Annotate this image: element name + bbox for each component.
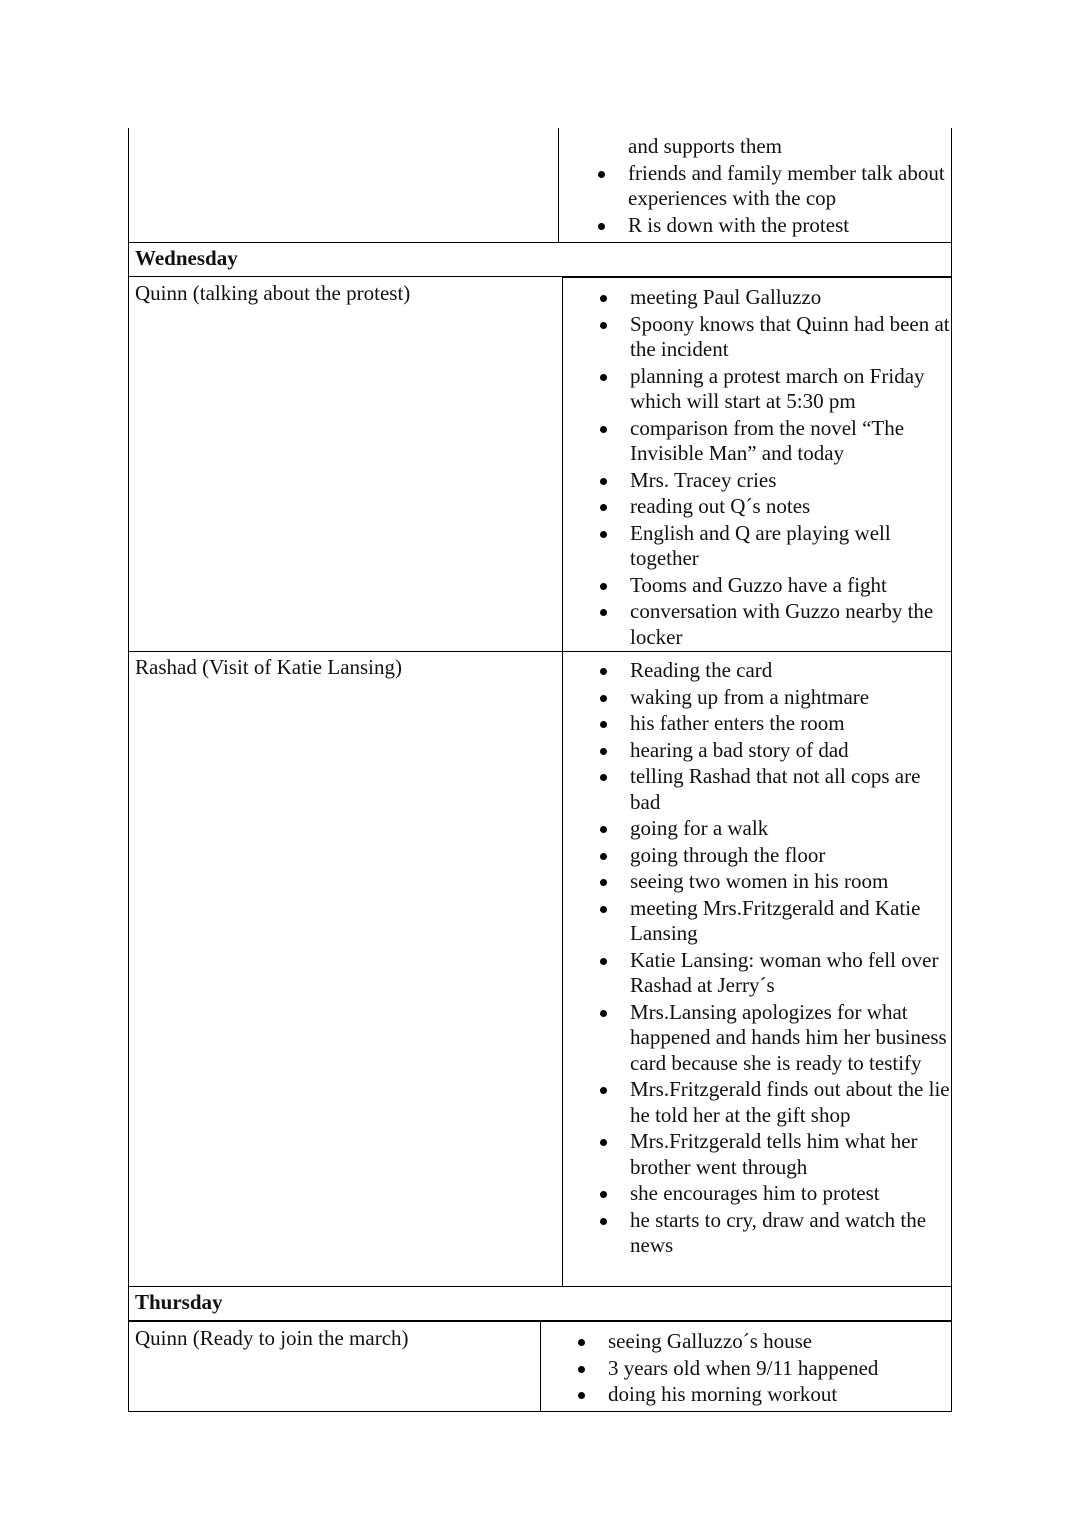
list-item: Mrs. Tracey cries bbox=[560, 468, 951, 494]
list-item: friends and family member talk about experiences with the cop bbox=[558, 161, 951, 212]
list-item: seeing Galluzzo´s house bbox=[538, 1329, 951, 1355]
list-item: 3 years old when 9/11 happened bbox=[538, 1356, 951, 1382]
list-item: Reading the card bbox=[560, 658, 951, 684]
row-content bbox=[562, 277, 952, 652]
list-item: Mrs.Fritzgerald finds out about the lie he told her at the gift shop bbox=[560, 1077, 951, 1128]
list-item: he starts to cry, draw and watch the news bbox=[560, 1208, 951, 1259]
row-label: Quinn (Ready to join the march) bbox=[128, 1321, 541, 1412]
list-item: Mrs.Lansing apologizes for what happened and hands him her business card because she is ready to testify bbox=[560, 1000, 951, 1077]
list-item: meeting Paul Galluzzo bbox=[560, 285, 951, 311]
list-item: waking up from a nightmare bbox=[560, 685, 951, 711]
list-item: Spoony knows that Quinn had been at the incident bbox=[560, 312, 951, 363]
list-item: English and Q are playing well together bbox=[560, 521, 951, 572]
list-item: telling Rashad that not all cops are bad bbox=[560, 764, 951, 815]
list-item: she encourages him to protest bbox=[560, 1181, 951, 1207]
list-item: seeing two women in his room bbox=[560, 869, 951, 895]
list-item: going through the floor bbox=[560, 843, 951, 869]
day-header-wednesday: Wednesday bbox=[128, 242, 952, 277]
top-bullet-list bbox=[558, 134, 951, 238]
row-label: Rashad (Visit of Katie Lansing) bbox=[128, 651, 563, 1287]
bullet-list bbox=[538, 1329, 951, 1408]
bullet-list bbox=[560, 285, 951, 650]
list-item: meeting Mrs.Fritzgerald and Katie Lansing bbox=[560, 896, 951, 947]
row-content bbox=[540, 1321, 952, 1412]
top-left-cell bbox=[128, 128, 559, 243]
continued-line: and supports them bbox=[628, 134, 782, 158]
list-item: R is down with the protest bbox=[558, 213, 951, 239]
list-item: his father enters the room bbox=[560, 711, 951, 737]
list-item: conversation with Guzzo nearby the locker bbox=[560, 599, 951, 650]
list-item: going for a walk bbox=[560, 816, 951, 842]
list-item: planning a protest march on Friday which will start at 5:30 pm bbox=[560, 364, 951, 415]
row-content bbox=[562, 651, 952, 1287]
row-label: Quinn (talking about the protest) bbox=[128, 277, 563, 652]
list-item: doing his morning workout bbox=[538, 1382, 951, 1408]
list-item: Katie Lansing: woman who fell over Rashad at Jerry´s bbox=[560, 948, 951, 999]
list-item: reading out Q´s notes bbox=[560, 494, 951, 520]
list-item: hearing a bad story of dad bbox=[560, 738, 951, 764]
list-item: comparison from the novel “The Invisible Man” and today bbox=[560, 416, 951, 467]
list-item: Mrs.Fritzgerald tells him what her brother went through bbox=[560, 1129, 951, 1180]
bullet-list bbox=[560, 658, 951, 1259]
day-header-thursday: Thursday bbox=[128, 1286, 952, 1321]
list-item: Tooms and Guzzo have a fight bbox=[560, 573, 951, 599]
top-right-cell bbox=[558, 128, 952, 243]
